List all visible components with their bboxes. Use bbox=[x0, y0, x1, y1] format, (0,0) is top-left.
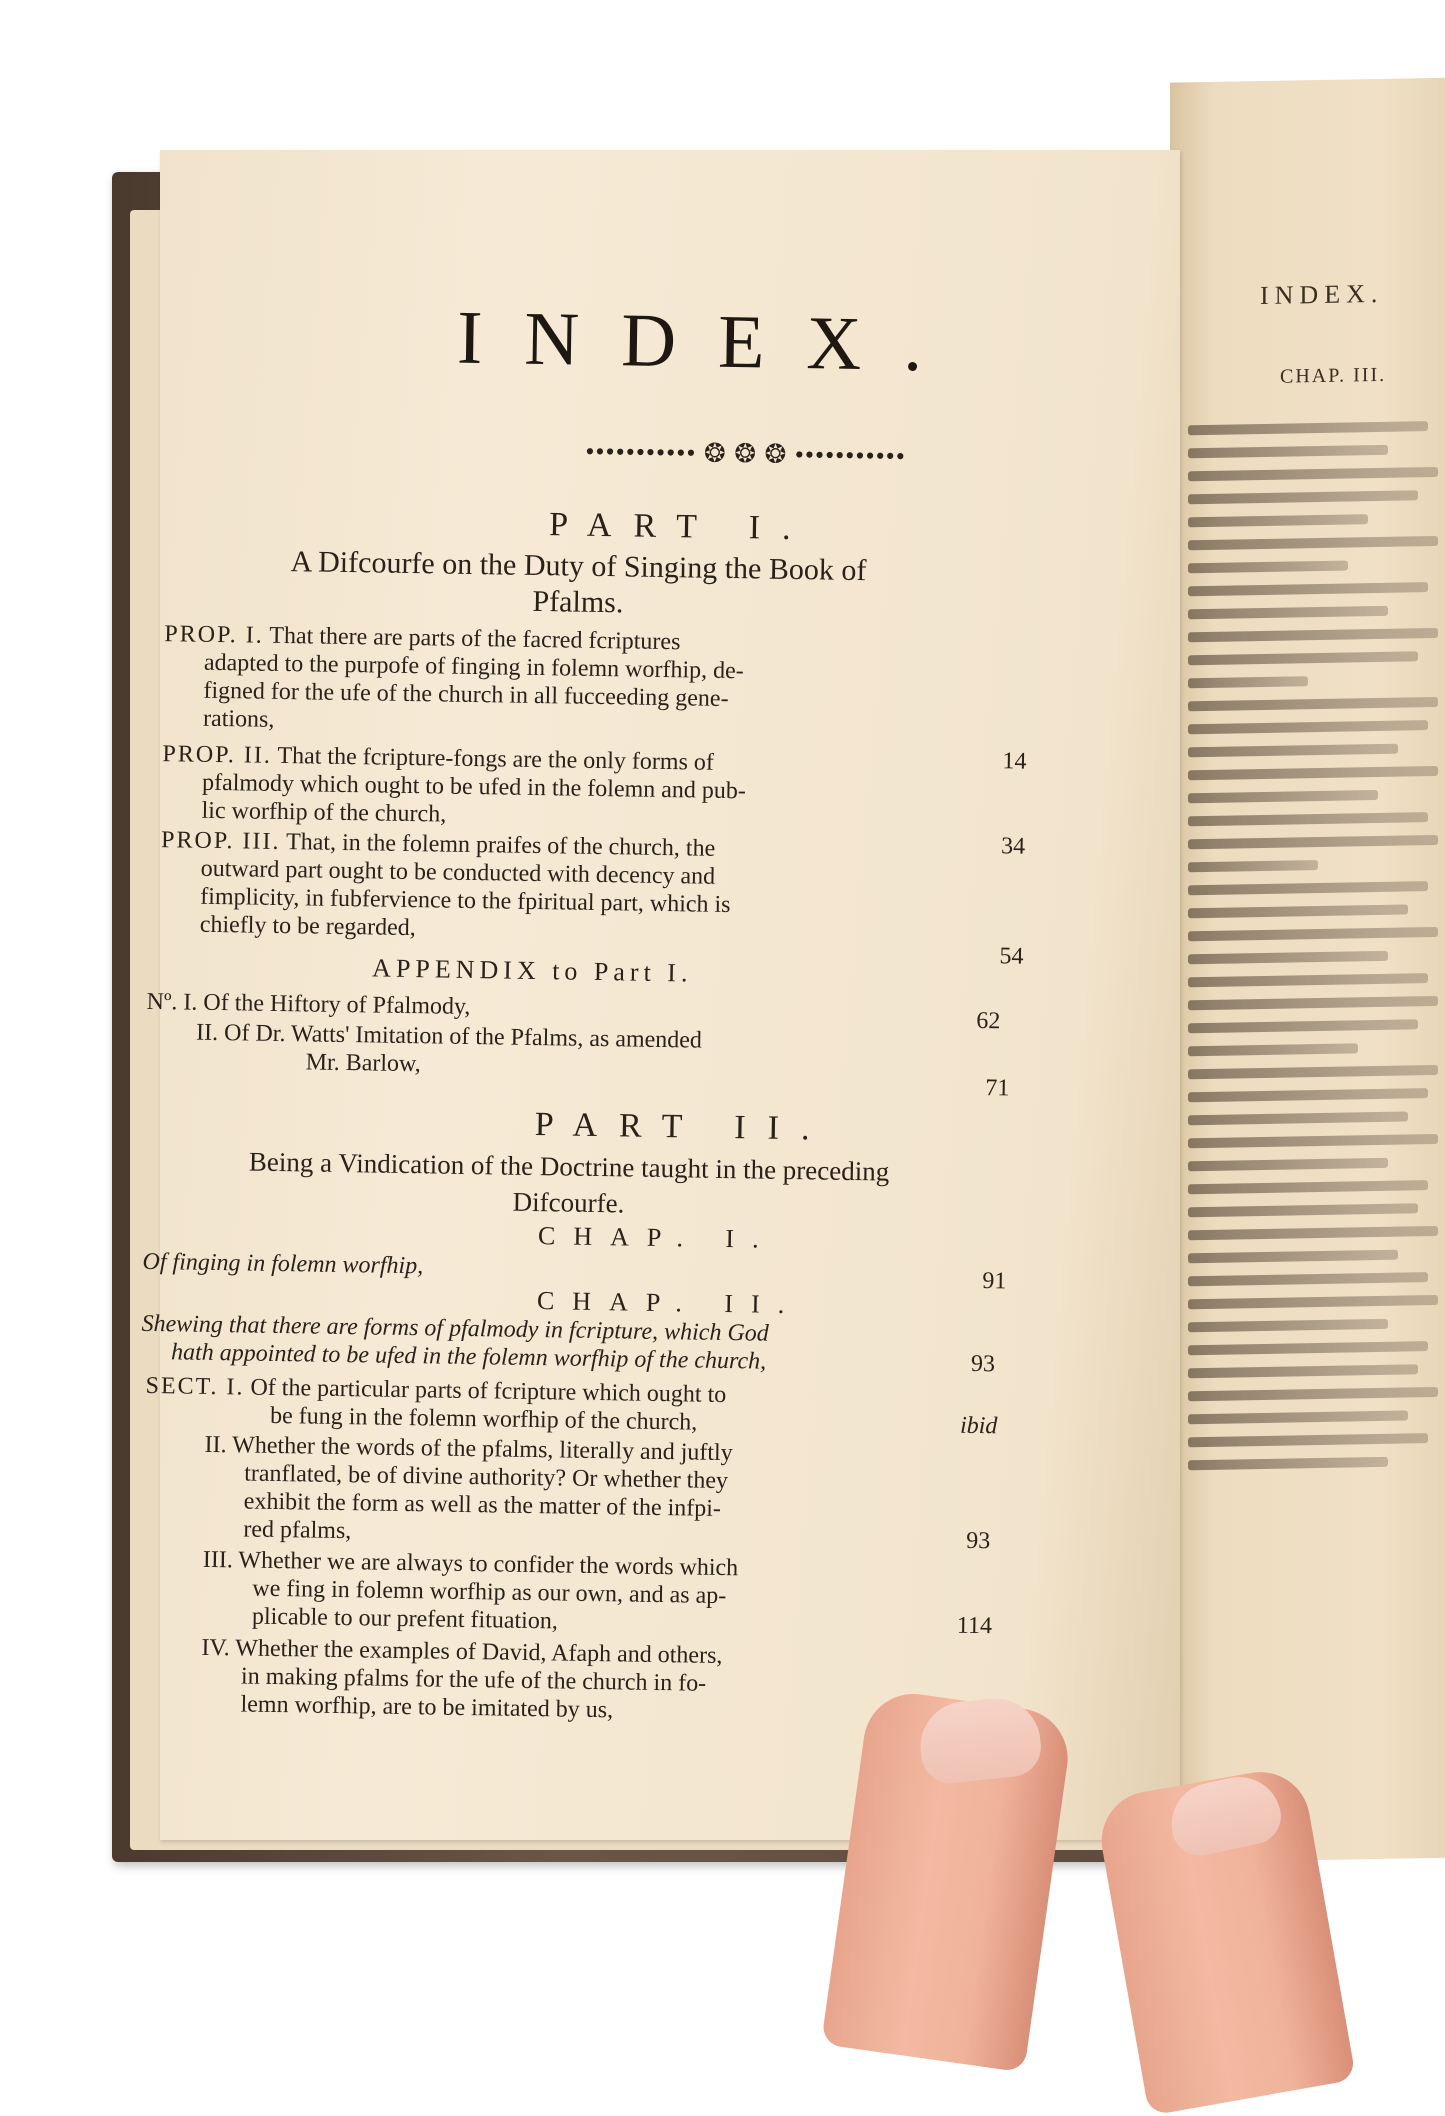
page-title: INDEX. bbox=[456, 295, 966, 388]
prop-two-page: 34 bbox=[1000, 833, 1026, 860]
chapter-two-page: 93 bbox=[970, 1350, 996, 1378]
right-page bbox=[1170, 77, 1445, 1862]
part-one-heading: PART I. bbox=[548, 506, 813, 548]
section-two-page: 93 bbox=[966, 1527, 991, 1555]
right-page-chapter: CHAP. III. bbox=[1280, 363, 1387, 388]
part-one-subtitle: A Difcourfe on the Duty of Singing the Book of Pfalms. bbox=[290, 545, 867, 620]
prop-three-page: 54 bbox=[999, 943, 1024, 970]
appendix-entry-one: Nº. I. Of the Hiftory of Pfalmody, bbox=[146, 988, 471, 1020]
chapter-one-heading: CHAP. I. bbox=[537, 1221, 777, 1254]
ornament-divider: ••••••••••• ❂ ❂ ❂ ••••••••••• bbox=[585, 436, 907, 471]
part-two-heading: PART II. bbox=[534, 1106, 832, 1148]
section-three-page: 114 bbox=[956, 1612, 993, 1640]
appendix-entry-two-page: 71 bbox=[985, 1075, 1010, 1102]
part-two-subtitle: Being a Vindication of the Doctrine taught in the preceding Difcourfe. bbox=[248, 1146, 890, 1219]
section-one-entry: SECT. I. Of the particular parts of fcripture which ought to be fung in the folemn worfhip of the church, bbox=[145, 1372, 727, 1436]
appendix-entry-two: II. Of Dr. Watts' Imitation of the Pfalms, as amended Mr. Barlow, bbox=[195, 1019, 703, 1078]
appendix-heading: APPENDIX to Part I. bbox=[371, 953, 693, 988]
section-two-entry: II. Whether the words of the pfalms, literally and juftly tranflated, be of divine authority? Or whether they exhibit the form as well as the matter of the infpi- red pfalms, bbox=[204, 1431, 733, 1545]
prop-two-entry: PROP. II. That the fcripture-fongs are the only forms of pfalmody which ought to be ufed in the folemn and pub- lic worfhip of the church, bbox=[162, 741, 747, 828]
appendix-entry-one-page: 62 bbox=[976, 1007, 1001, 1035]
section-four-entry: IV. Whether the examples of David, Afaph and others, in making pfalms for the ufe of the church in fo- lemn worfhip, are to be imitated by us, bbox=[201, 1634, 723, 1724]
prop-one-entry: PROP. I. That there are parts of the facred fcriptures adapted to the purpofe of finging in folemn worfhip, de- figned for the ufe of the church in all fucceeding gene- rations, bbox=[164, 621, 744, 733]
section-one-page: ibid bbox=[959, 1412, 998, 1440]
chapter-two-heading: CHAP. II. bbox=[536, 1286, 803, 1320]
right-page-text-lines bbox=[1188, 407, 1445, 1483]
prop-three-entry: PROP. III. That, in the folemn praifes of the church, the outward part ought to be conducted with decency and fimplicity, in fubfervience to the fpiritual part, which is chiefly to be regarded, bbox=[160, 827, 731, 942]
chapter-one-entry: Of finging in folemn worfhip, bbox=[142, 1248, 424, 1280]
chapter-one-page: 91 bbox=[982, 1268, 1007, 1295]
chapter-two-entry: Shewing that there are forms of pfalmody in fcripture, which God hath appointed to be ufed in the folemn worfhip of the church, bbox=[141, 1310, 769, 1375]
prop-one-page: 14 bbox=[1002, 748, 1027, 775]
right-page-title: INDEX. bbox=[1260, 278, 1384, 311]
section-three-entry: III. Whether we are always to confider the words which we fing in folemn worfhip as our own, and as ap- plicable to our prefent fituation, bbox=[202, 1546, 739, 1635]
